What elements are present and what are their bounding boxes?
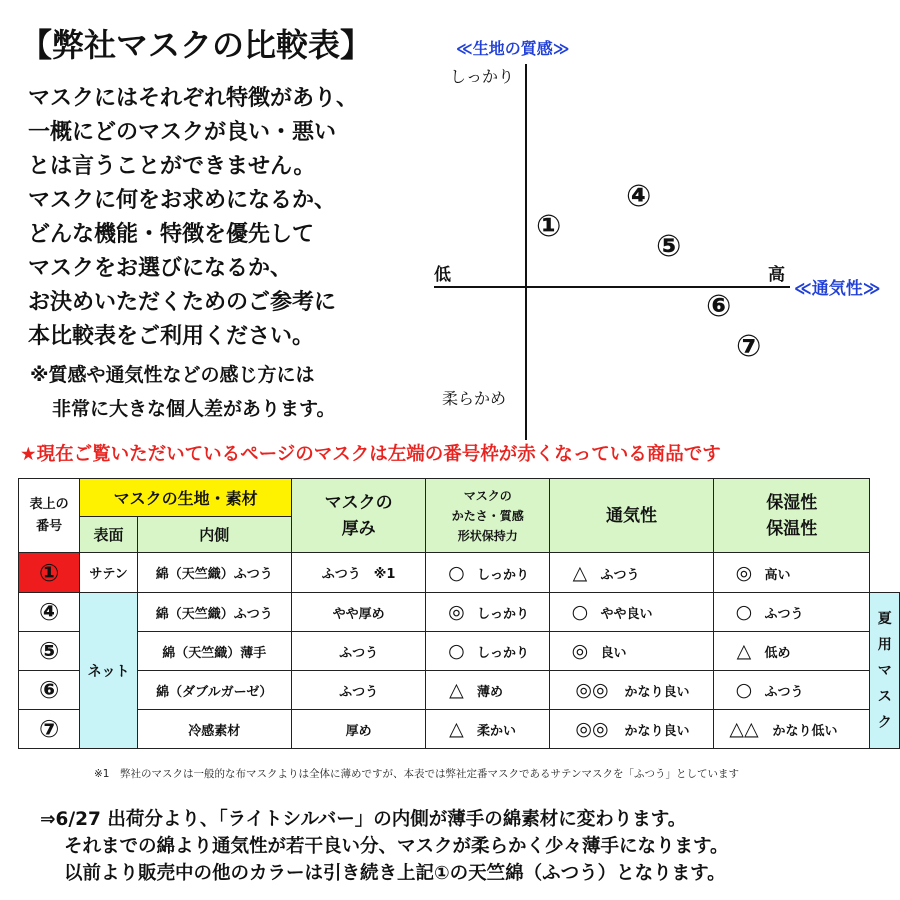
row-number: ④ [19, 593, 80, 632]
update-line: ⇒6/27 出荷分より、「ライトシルバー」の内側が薄手の綿素材に変わります。 [40, 809, 687, 830]
inner-cell: 綿（天竺織）薄手 [137, 632, 291, 671]
rating-text: しっかり [476, 567, 529, 583]
firmness-cell [426, 671, 550, 710]
rating-text: 低め [764, 646, 791, 661]
texture-breathability-chart [420, 30, 900, 430]
breathability-cell [549, 593, 713, 632]
header-thickness-line1: マスクの [324, 492, 393, 513]
intro-line: お決めいただくためのご参考に [28, 290, 337, 315]
table-row [19, 593, 900, 632]
intro-text [28, 82, 428, 354]
page-title: 【弊社マスクの比較表】 [20, 26, 373, 64]
moisture-cell [713, 593, 870, 632]
rating-symbol: △ [572, 561, 588, 584]
row-number: ⑤ [19, 632, 80, 671]
header-spacer [870, 479, 900, 553]
moisture-cell [713, 632, 870, 671]
header-surface: 表面 [80, 517, 137, 553]
table-row [19, 632, 900, 671]
header-breathability: 通気性 [549, 479, 713, 553]
rating-text: しっかり [476, 607, 529, 622]
header-moisture-line1: 保湿性 [766, 492, 818, 513]
rating-text: ふつう [600, 567, 640, 583]
x-axis-low-label: 低 [434, 265, 451, 285]
header-thickness [291, 479, 426, 553]
inner-cell: 綿（天竺織）ふつう [137, 553, 291, 593]
firmness-cell [426, 593, 550, 632]
rating-symbol: △ [736, 640, 752, 662]
intro-line: マスクにはそれぞれ特徴があり、 [28, 86, 359, 111]
header-firmness-line3: 形状保持力 [457, 528, 518, 543]
rating-text: かなり良い [624, 685, 690, 700]
moisture-cell [713, 710, 870, 749]
chart-point-4: ⑥ [706, 289, 732, 324]
vertical-axis [525, 64, 527, 440]
y-axis-bottom-label: 柔らかめ [442, 389, 507, 408]
perception-note [30, 358, 430, 426]
summer-mask-label [870, 593, 900, 749]
rating-symbol: △ [449, 718, 464, 740]
rating-symbol: △△ [729, 718, 759, 740]
moisture-cell [713, 671, 870, 710]
inner-cell: 綿（天竺織）ふつう [137, 593, 291, 632]
rating-symbol: ○ [735, 601, 753, 623]
current-product-notice: ★現在ご覧いただいているページのマスクは左端の番号枠が赤くなっている商品です [20, 444, 721, 465]
intro-line: マスクをお選びになるか、 [28, 256, 293, 281]
thickness-cell: やや厚め [291, 593, 426, 632]
update-line: それまでの綿より通気性が若干良い分、マスクが柔らかく少々薄手になります。 [64, 836, 729, 857]
breathability-cell [549, 553, 713, 593]
rating-symbol: ◎◎ [575, 679, 609, 701]
intro-line: マスクに何をお求めになるか、 [28, 188, 337, 213]
rating-symbol: ◎ [448, 601, 465, 623]
table-row [19, 710, 900, 749]
note-line: ※質感や通気性などの感じ方には [30, 364, 315, 386]
header-firmness-line2: かたさ・質感 [451, 508, 524, 523]
summer-mask-text: 夏用マスク [877, 610, 892, 731]
intro-line: とは言うことができません。 [28, 154, 316, 179]
moisture-cell [713, 553, 870, 593]
intro-line: 本比較表をご利用ください。 [28, 324, 315, 349]
inner-cell: 冷感素材 [137, 710, 291, 749]
rating-symbol: ◎ [571, 640, 589, 662]
horizontal-axis [434, 286, 790, 288]
rating-text: 良い [600, 646, 627, 661]
row-spacer [870, 553, 900, 593]
x-axis-title: ≪通気性≫ [794, 279, 881, 299]
rating-text: 高い [764, 567, 791, 583]
header-inner: 内側 [137, 517, 291, 553]
footnote: ※1 弊社のマスクは一般的な布マスクよりは全体に薄めですが、本表では弊社定番マスクであるサテンマスクを「ふつう」としています [94, 768, 739, 780]
rating-symbol: △ [449, 679, 464, 701]
header-fabric: マスクの生地・素材 [80, 479, 291, 517]
rating-symbol: ◎ [735, 561, 753, 584]
rating-text: かなり低い [772, 724, 838, 739]
firmness-cell [426, 632, 550, 671]
chart-point-2: ① [536, 209, 562, 244]
rating-symbol: ○ [571, 601, 589, 623]
rating-text: ふつう [764, 607, 804, 622]
rating-text: しっかり [476, 646, 529, 661]
chart-point-1: ④ [626, 179, 652, 214]
surface-net-cell: ネット [80, 593, 137, 749]
thickness-cell: ふつう [291, 671, 426, 710]
firmness-cell [426, 553, 550, 593]
chart-point-5: ⑦ [736, 329, 762, 364]
intro-line: 一概にどのマスクが良い・悪い [28, 120, 337, 145]
row-number-current: ① [19, 553, 80, 593]
row-number: ⑥ [19, 671, 80, 710]
update-line: 以前より販売中の他のカラーは引き続き上記①の天竺綿（ふつう）となります。 [64, 863, 726, 884]
rating-text: やや良い [600, 607, 653, 622]
rating-text: 薄め [476, 685, 503, 700]
intro-line: どんな機能・特徴を優先して [28, 222, 315, 247]
rating-symbol: ◎◎ [575, 718, 609, 740]
thickness-cell: 厚め [291, 710, 426, 749]
rating-text: かなり良い [624, 724, 690, 739]
rating-symbol: ○ [448, 561, 465, 584]
inner-cell: 綿（ダブルガーゼ） [137, 671, 291, 710]
header-moisture-line2: 保温性 [766, 518, 818, 539]
header-number [19, 479, 80, 553]
breathability-cell [549, 671, 713, 710]
header-firmness [426, 479, 550, 553]
header-thickness-line2: 厚み [341, 518, 376, 539]
material-update-notice [40, 806, 729, 887]
header-number-label: 表上の番号 [29, 496, 69, 534]
y-axis-title: ≪生地の質感≫ [456, 39, 570, 58]
rating-symbol: ○ [448, 640, 465, 662]
rating-text: 柔かい [476, 724, 516, 739]
header-moisture [713, 479, 870, 553]
x-axis-high-label: 高 [768, 265, 785, 285]
breathability-cell [549, 710, 713, 749]
firmness-cell [426, 710, 550, 749]
surface-cell: サテン [80, 553, 137, 593]
y-axis-top-label: しっかり [450, 67, 515, 86]
rating-text: ふつう [764, 685, 804, 700]
header-firmness-line1: マスクの [463, 488, 512, 503]
thickness-cell: ふつう [291, 632, 426, 671]
comparison-table [18, 478, 900, 749]
table-row [19, 671, 900, 710]
table-row [19, 553, 900, 593]
chart-point-3: ⑤ [656, 229, 682, 264]
row-number: ⑦ [19, 710, 80, 749]
note-line: 非常に大きな個人差があります。 [52, 398, 336, 420]
thickness-cell: ふつう ※1 [291, 553, 426, 593]
rating-symbol: ○ [735, 679, 753, 701]
breathability-cell [549, 632, 713, 671]
